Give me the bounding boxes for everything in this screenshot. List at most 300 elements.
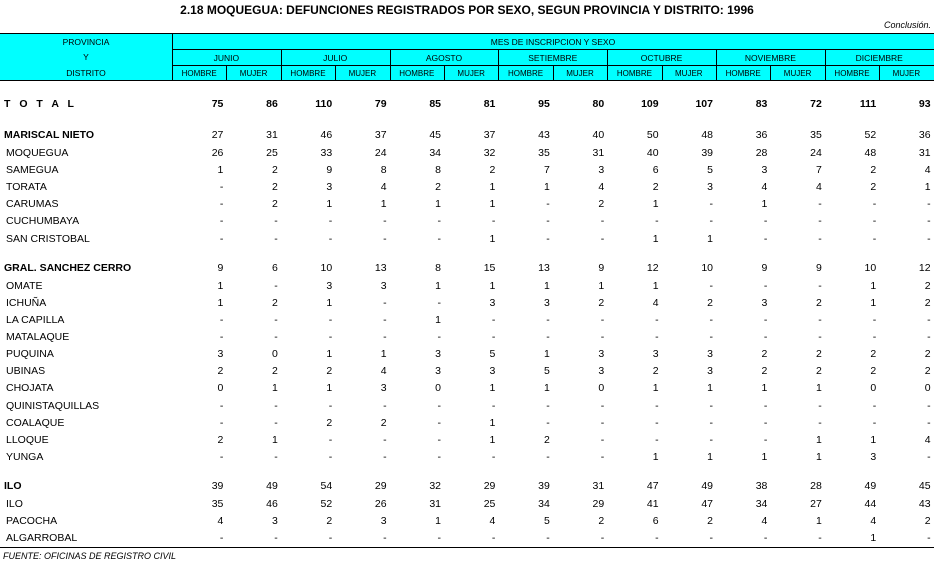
value-cell: 2 xyxy=(761,348,768,360)
value-cell: - xyxy=(709,280,713,292)
value-cell: - xyxy=(219,181,224,193)
value-cell: 79 xyxy=(374,98,387,110)
value-cell: 1 xyxy=(380,348,387,360)
value-cell: 1 xyxy=(489,280,496,292)
value-cell: - xyxy=(818,417,822,429)
value-cell: - xyxy=(709,532,713,544)
value-cell: 1 xyxy=(761,451,768,463)
district-row xyxy=(0,312,934,329)
value-cell: - xyxy=(818,314,822,326)
value-cell: - xyxy=(927,451,931,463)
value-cell: 49 xyxy=(864,480,877,492)
value-cell: 2 xyxy=(271,181,278,193)
value-cell: - xyxy=(328,331,333,343)
value-cell: - xyxy=(274,451,278,463)
header-rule-sex-sep xyxy=(444,66,445,80)
district-row xyxy=(0,449,934,466)
value-cell: 2 xyxy=(543,434,550,446)
district-row xyxy=(0,398,934,415)
value-cell: 48 xyxy=(864,147,877,159)
value-cell: 3 xyxy=(652,348,659,360)
district-row xyxy=(0,329,934,346)
value-cell: 37 xyxy=(374,129,387,141)
value-cell: - xyxy=(927,400,931,412)
value-cell: - xyxy=(927,198,931,210)
value-cell: - xyxy=(709,314,713,326)
value-cell: 9 xyxy=(598,262,605,274)
district-label: ICHUÑA xyxy=(6,297,47,309)
bottom-rule xyxy=(0,547,934,548)
value-cell: - xyxy=(763,532,768,544)
value-cell: 35 xyxy=(538,147,550,159)
district-row xyxy=(0,363,934,380)
value-cell: - xyxy=(927,417,931,429)
value-cell: 40 xyxy=(646,147,659,159)
value-cell: 52 xyxy=(864,129,877,141)
value-cell: 1 xyxy=(543,348,550,360)
value-cell: 15 xyxy=(483,262,496,274)
value-cell: 109 xyxy=(641,98,659,110)
value-cell: 41 xyxy=(646,498,659,510)
value-cell: 1 xyxy=(707,451,713,463)
value-cell: 1 xyxy=(815,451,822,463)
value-cell: - xyxy=(491,532,496,544)
value-cell: - xyxy=(274,280,278,292)
value-cell: 1 xyxy=(271,382,278,394)
value-cell: - xyxy=(437,451,441,463)
value-cell: 5 xyxy=(707,164,713,176)
value-cell: 1 xyxy=(870,434,877,446)
value-cell: - xyxy=(600,434,605,446)
value-cell: 3 xyxy=(707,365,713,377)
value-cell: - xyxy=(219,451,224,463)
district-label: SAMEGUA xyxy=(6,164,59,176)
value-cell: 4 xyxy=(380,365,387,377)
value-cell: - xyxy=(437,400,441,412)
value-cell: 8 xyxy=(435,164,441,176)
value-cell: - xyxy=(274,314,278,326)
value-cell: 2 xyxy=(924,280,931,292)
district-row xyxy=(0,432,934,449)
value-cell: 6 xyxy=(652,515,659,527)
month-header-noviembre: NOVIEMBRE xyxy=(744,53,796,63)
value-cell: 39 xyxy=(211,480,224,492)
value-cell: - xyxy=(328,532,333,544)
value-cell: 54 xyxy=(320,480,333,492)
district-label: LA CAPILLA xyxy=(6,314,65,326)
district-row xyxy=(0,278,934,295)
value-cell: - xyxy=(546,532,550,544)
value-cell: - xyxy=(818,331,822,343)
value-cell: - xyxy=(818,532,822,544)
value-cell: 1 xyxy=(326,297,333,309)
value-cell: 46 xyxy=(320,129,333,141)
value-cell: 1 xyxy=(489,382,496,394)
value-cell: 10 xyxy=(320,262,333,274)
value-cell: 13 xyxy=(538,262,550,274)
value-cell: 1 xyxy=(543,382,550,394)
value-cell: 5 xyxy=(543,515,550,527)
value-cell: 3 xyxy=(380,280,387,292)
value-cell: - xyxy=(709,331,713,343)
value-cell: - xyxy=(328,451,333,463)
value-cell: - xyxy=(546,314,550,326)
value-cell: 3 xyxy=(761,297,768,309)
district-row xyxy=(0,162,934,179)
sex-header-hombre: HOMBRE xyxy=(508,69,544,78)
table-title: 2.18 MOQUEGUA: DEFUNCIONES REGISTRADOS POR SEXO, SEGUN PROVINCIA Y DISTRITO: 1996 xyxy=(180,3,754,17)
value-cell: 9 xyxy=(761,262,768,274)
header-rule-sex-sep xyxy=(335,66,336,80)
value-cell: 2 xyxy=(271,297,278,309)
value-cell: - xyxy=(927,314,931,326)
value-cell: 1 xyxy=(543,181,550,193)
value-cell: 2 xyxy=(707,515,713,527)
value-cell: 4 xyxy=(489,515,496,527)
value-cell: 27 xyxy=(810,498,822,510)
value-cell: - xyxy=(655,400,659,412)
value-cell: - xyxy=(927,532,931,544)
value-cell: 3 xyxy=(707,348,713,360)
value-cell: 3 xyxy=(489,365,496,377)
sex-header-hombre: HOMBRE xyxy=(181,69,217,78)
value-cell: - xyxy=(872,400,877,412)
value-cell: - xyxy=(818,400,822,412)
value-cell: 1 xyxy=(489,233,496,245)
value-cell: 1 xyxy=(598,280,605,292)
district-label: MATALAQUE xyxy=(6,331,70,343)
value-cell: 31 xyxy=(918,147,931,159)
value-cell: - xyxy=(818,198,822,210)
district-label: QUINISTAQUILLAS xyxy=(6,400,100,412)
value-cell: 10 xyxy=(864,262,877,274)
value-cell: 2 xyxy=(598,297,605,309)
value-cell: - xyxy=(600,331,605,343)
value-cell: 2 xyxy=(870,365,877,377)
value-cell: 1 xyxy=(326,348,333,360)
value-cell: 1 xyxy=(271,434,278,446)
value-cell: 1 xyxy=(217,280,224,292)
header-rule-group xyxy=(172,49,934,50)
value-cell: 2 xyxy=(489,164,496,176)
month-header-agosto: AGOSTO xyxy=(425,53,463,63)
value-cell: 1 xyxy=(761,198,768,210)
value-cell: 12 xyxy=(918,262,931,274)
value-cell: 4 xyxy=(924,434,931,446)
value-cell: - xyxy=(219,233,224,245)
value-cell: - xyxy=(927,215,931,227)
value-cell: - xyxy=(546,331,550,343)
value-cell: 3 xyxy=(707,181,713,193)
value-cell: - xyxy=(546,451,550,463)
value-cell: 3 xyxy=(326,181,333,193)
value-cell: 32 xyxy=(483,147,496,159)
value-cell: 5 xyxy=(543,365,550,377)
district-label: OMATE xyxy=(6,280,43,292)
value-cell: - xyxy=(274,532,278,544)
value-cell: 85 xyxy=(429,98,441,110)
value-cell: 95 xyxy=(538,98,550,110)
value-cell: - xyxy=(763,215,768,227)
value-cell: 3 xyxy=(380,515,387,527)
value-cell: 2 xyxy=(652,365,659,377)
sex-header-mujer: MUJER xyxy=(457,69,485,78)
value-cell: 24 xyxy=(810,147,822,159)
value-cell: 1 xyxy=(924,181,931,193)
value-cell: 1 xyxy=(707,233,713,245)
value-cell: - xyxy=(655,215,659,227)
value-cell: 2 xyxy=(271,198,278,210)
value-cell: - xyxy=(491,314,496,326)
value-cell: 1 xyxy=(217,297,224,309)
total-label: T O T A L xyxy=(4,98,77,110)
value-cell: 3 xyxy=(271,515,278,527)
value-cell: 4 xyxy=(380,181,387,193)
value-cell: - xyxy=(328,215,333,227)
value-cell: 3 xyxy=(761,164,768,176)
value-cell: - xyxy=(600,532,605,544)
value-cell: - xyxy=(328,434,333,446)
value-cell: - xyxy=(219,417,224,429)
value-cell: - xyxy=(437,417,441,429)
value-cell: 43 xyxy=(538,129,550,141)
value-cell: 1 xyxy=(435,280,441,292)
district-label: PUQUINA xyxy=(6,348,54,360)
value-cell: - xyxy=(546,233,550,245)
sex-header-mujer: MUJER xyxy=(675,69,703,78)
value-cell: - xyxy=(383,331,387,343)
value-cell: - xyxy=(763,417,768,429)
province-row xyxy=(0,260,934,277)
value-cell: - xyxy=(328,314,333,326)
value-cell: 72 xyxy=(810,98,822,110)
header-rule-month-sep xyxy=(607,50,608,80)
value-cell: 9 xyxy=(326,164,333,176)
value-cell: 1 xyxy=(435,314,441,326)
value-cell: - xyxy=(491,451,496,463)
stub-header-provincia: PROVINCIA xyxy=(62,37,110,47)
value-cell: 1 xyxy=(870,532,877,544)
value-cell: - xyxy=(546,215,550,227)
value-cell: 12 xyxy=(646,262,659,274)
value-cell: - xyxy=(491,331,496,343)
value-cell: 4 xyxy=(815,181,822,193)
sex-header-hombre: HOMBRE xyxy=(399,69,435,78)
value-cell: 2 xyxy=(870,181,877,193)
value-cell: 1 xyxy=(652,198,659,210)
value-cell: - xyxy=(655,434,659,446)
district-row xyxy=(0,196,934,213)
value-cell: 25 xyxy=(483,498,496,510)
value-cell: 31 xyxy=(429,498,441,510)
value-cell: 1 xyxy=(217,164,224,176)
value-cell: - xyxy=(219,532,224,544)
value-cell: - xyxy=(763,233,768,245)
value-cell: - xyxy=(763,434,768,446)
value-cell: 2 xyxy=(870,348,877,360)
value-cell: - xyxy=(763,280,768,292)
value-cell: 31 xyxy=(592,480,605,492)
value-cell: 2 xyxy=(326,515,333,527)
value-cell: 1 xyxy=(652,451,659,463)
value-cell: 3 xyxy=(435,365,441,377)
value-cell: 0 xyxy=(598,382,605,394)
value-cell: 28 xyxy=(755,147,768,159)
value-cell: 1 xyxy=(870,297,877,309)
province-label: ILO xyxy=(4,480,22,492)
value-cell: - xyxy=(763,400,768,412)
value-cell: 3 xyxy=(435,348,441,360)
value-cell: 39 xyxy=(538,480,550,492)
value-cell: 2 xyxy=(598,198,605,210)
value-cell: 27 xyxy=(211,129,224,141)
value-cell: 38 xyxy=(755,480,768,492)
value-cell: 4 xyxy=(652,297,659,309)
stub-header-distrito: DISTRITO xyxy=(66,68,106,78)
sex-header-hombre: HOMBRE xyxy=(616,69,652,78)
value-cell: 3 xyxy=(598,348,605,360)
value-cell: - xyxy=(655,532,659,544)
month-header-julio: JULIO xyxy=(323,53,348,63)
district-row xyxy=(0,231,934,248)
value-cell: - xyxy=(546,417,550,429)
district-label: SAN CRISTOBAL xyxy=(6,233,90,245)
sex-header-hombre: HOMBRE xyxy=(834,69,870,78)
district-label: CARUMAS xyxy=(6,198,59,210)
value-cell: 33 xyxy=(320,147,333,159)
value-cell: - xyxy=(383,314,387,326)
value-cell: 3 xyxy=(598,164,605,176)
value-cell: 35 xyxy=(211,498,224,510)
value-cell: 3 xyxy=(217,348,224,360)
value-cell: 2 xyxy=(815,365,822,377)
value-cell: - xyxy=(383,532,387,544)
value-cell: - xyxy=(491,400,496,412)
value-cell: 4 xyxy=(217,515,224,527)
value-cell: 4 xyxy=(924,164,931,176)
district-row xyxy=(0,145,934,162)
value-cell: - xyxy=(709,434,713,446)
value-cell: 10 xyxy=(701,262,713,274)
header-rule-stub xyxy=(172,34,173,80)
value-cell: - xyxy=(872,314,877,326)
district-row xyxy=(0,530,934,547)
value-cell: 34 xyxy=(429,147,441,159)
district-label: COALAQUE xyxy=(6,417,65,429)
value-cell: 8 xyxy=(435,262,441,274)
sex-header-hombre: HOMBRE xyxy=(725,69,761,78)
district-row xyxy=(0,213,934,230)
value-cell: 2 xyxy=(435,181,441,193)
value-cell: - xyxy=(219,400,224,412)
value-cell: - xyxy=(872,331,877,343)
value-cell: 34 xyxy=(538,498,550,510)
table-header xyxy=(0,33,934,81)
district-label: UBINAS xyxy=(6,365,46,377)
district-label: CHOJATA xyxy=(6,382,54,394)
value-cell: 39 xyxy=(701,147,713,159)
value-cell: 111 xyxy=(859,98,877,110)
value-cell: - xyxy=(219,215,224,227)
month-header-setiembre: SETIEMBRE xyxy=(528,53,578,63)
value-cell: - xyxy=(491,215,496,227)
value-cell: 1 xyxy=(870,280,877,292)
value-cell: 1 xyxy=(652,382,659,394)
value-cell: - xyxy=(872,233,877,245)
value-cell: - xyxy=(383,434,387,446)
value-cell: 1 xyxy=(761,382,768,394)
value-cell: - xyxy=(872,198,877,210)
value-cell: 28 xyxy=(810,480,822,492)
value-cell: 2 xyxy=(652,181,659,193)
value-cell: - xyxy=(655,331,659,343)
value-cell: - xyxy=(818,215,822,227)
header-rule-month-sep xyxy=(825,50,826,80)
value-cell: 26 xyxy=(211,147,224,159)
month-header-diciembre: DICIEMBRE xyxy=(855,53,903,63)
value-cell: 0 xyxy=(870,382,877,394)
value-cell: - xyxy=(383,233,387,245)
value-cell: - xyxy=(709,215,713,227)
value-cell: 26 xyxy=(374,498,387,510)
district-row xyxy=(0,179,934,196)
value-cell: 110 xyxy=(315,98,333,110)
value-cell: - xyxy=(274,331,278,343)
value-cell: - xyxy=(763,314,768,326)
header-rule-sex-sep xyxy=(879,66,880,80)
value-cell: 46 xyxy=(266,498,278,510)
value-cell: 31 xyxy=(266,129,278,141)
value-cell: 1 xyxy=(815,434,822,446)
district-label: ALGARROBAL xyxy=(6,532,78,544)
value-cell: 44 xyxy=(864,498,877,510)
stub-header-y: Y xyxy=(83,52,89,62)
district-label: LLOQUE xyxy=(6,434,49,446)
value-cell: - xyxy=(763,331,768,343)
value-cell: 4 xyxy=(761,181,768,193)
value-cell: 3 xyxy=(380,382,387,394)
value-cell: 2 xyxy=(924,348,931,360)
value-cell: 1 xyxy=(707,382,713,394)
value-cell: 3 xyxy=(598,365,605,377)
value-cell: 47 xyxy=(701,498,713,510)
value-cell: 1 xyxy=(380,198,387,210)
value-cell: 1 xyxy=(489,181,496,193)
value-cell: 2 xyxy=(271,164,278,176)
value-cell: - xyxy=(600,451,605,463)
conclusion-note: Conclusión. xyxy=(883,20,931,30)
value-cell: 1 xyxy=(815,515,822,527)
value-cell: 40 xyxy=(592,129,605,141)
header-rule-month-sep xyxy=(281,50,282,80)
province-row xyxy=(0,127,934,144)
value-cell: 48 xyxy=(701,129,713,141)
value-cell: 107 xyxy=(695,98,713,110)
district-label: TORATA xyxy=(6,181,47,193)
value-cell: - xyxy=(872,417,877,429)
district-row xyxy=(0,415,934,432)
district-row xyxy=(0,380,934,397)
value-cell: 3 xyxy=(543,297,550,309)
value-cell: - xyxy=(274,215,278,227)
district-row xyxy=(0,346,934,363)
value-cell: 83 xyxy=(755,98,768,110)
value-cell: - xyxy=(600,400,605,412)
value-cell: 93 xyxy=(918,98,931,110)
value-cell: 29 xyxy=(483,480,496,492)
value-cell: 1 xyxy=(489,198,496,210)
value-cell: 35 xyxy=(810,129,822,141)
